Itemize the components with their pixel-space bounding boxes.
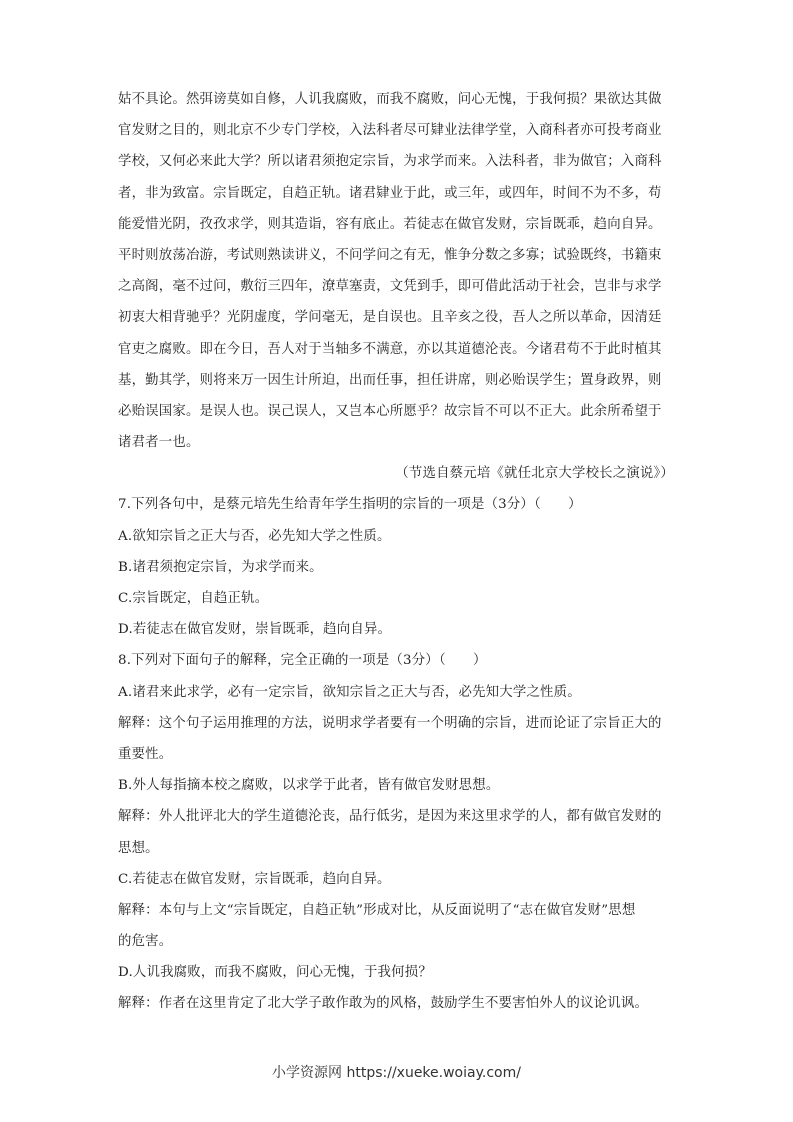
question-line: C.若徒志在做官发财，宗旨既乖，趋向自异。 — [118, 871, 391, 887]
passage-line: 必贻误国家。是误人也。误己误人，又岂本心所愿乎？故宗旨不可以不正大。此余所希望于 — [118, 403, 662, 419]
passage-line: 之高阁，毫不过问，敷衍三四年，潦草塞责，文凭到手，即可借此活动于社会，岂非与求学 — [118, 279, 662, 295]
passage-line: 平时则放荡冶游，考试则熟读讲义，不问学问之有无，惟争分数之多寡；试验既终，书籍束 — [118, 247, 662, 263]
question-line: A.诸君来此求学，必有一定宗旨，欲知宗旨之正大与否，必先知大学之性质。 — [118, 684, 581, 700]
question-line: 解释：作者在这里肯定了北大学子敢作敢为的风格，鼓励学生不要害怕外人的议论讥讽。 — [118, 996, 649, 1012]
question-line: B.外人每指摘本校之腐败，以求学于此者，皆有做官发财思想。 — [118, 778, 500, 794]
question-line: 思想。 — [118, 840, 159, 856]
question-line: D.人讥我腐败，而我不腐败，问心无愧，于我何损？ — [118, 965, 432, 981]
question-line: 解释：这个句子运用推理的方法，说明求学者要有一个明确的宗旨，进而论证了宗旨正大的 — [118, 715, 662, 731]
question-line: D.若徒志在做官发财，崇旨既乖，趋向自异。 — [118, 622, 392, 638]
passage-line: 官发财之目的，则北京不少专门学校，入法科者尽可肄业法律学堂，入商科者亦可投考商业 — [118, 123, 662, 139]
passage-line: 官吏之腐败。即在今日，吾人对于当轴多不满意，亦以其道德沦丧。今诸君苟不于此时植其 — [118, 341, 662, 357]
question-line: 8.下列对下面句子的解释，完全正确的一项是（3分）（ ） — [118, 653, 487, 669]
footer-watermark: 小学资源网 https://xueke.woiay.com/ — [272, 1065, 521, 1081]
question-line: 解释：本句与上文“宗旨既定，自趋正轨”形成对比，从反面说明了“志在做官发财”思想 — [118, 902, 636, 918]
passage-line: 学校，又何必来此大学？所以诸君须抱定宗旨，为求学而来。入法科者，非为做官；入商科 — [118, 154, 662, 170]
passage-line: 姑不具论。然弭谤莫如自修，人讥我腐败，而我不腐败，问心无愧，于我何损？果欲达其做 — [118, 92, 662, 107]
passage-line: 诸君者一也。 — [118, 435, 200, 451]
passage-line: 能爱惜光阴，孜孜求学，则其造诣，容有底止。若徒志在做官发财，宗旨既乖，趋向自异。 — [118, 216, 662, 232]
question-line: A.欲知宗旨之正大与否，必先知大学之性质。 — [118, 528, 391, 544]
document-body — [118, 84, 678, 1020]
passage-line: 初衷大相背驰乎？光阴虚度，学问毫无，是自误也。且辛亥之役，吾人之所以革命，因清廷 — [118, 310, 662, 326]
passage-line: 者，非为致富。宗旨既定，自趋正轨。诸君肄业于此，或三年，或四年，时间不为不多，苟 — [118, 185, 662, 201]
question-line: 解释：外人批评北大的学生道德沦丧，品行低劣，是因为来这里求学的人，都有做官发财的 — [118, 809, 662, 825]
question-line: C.宗旨既定，自趋正轨。 — [118, 591, 269, 606]
questions — [118, 489, 678, 1019]
question-line: 7.下列各句中，是蔡元培先生给青年学生指明的宗旨的一项是（3分）（ ） — [118, 497, 582, 513]
passage — [118, 84, 678, 458]
question-line: 重要性。 — [118, 746, 173, 762]
question-line: 的危害。 — [118, 934, 173, 950]
passage-line: 基，勤其学，则将来万一因生计所迫，出而任事，担任讲席，则必贻误学生；置身政界，则 — [118, 372, 662, 388]
citation: （节选自蔡元培《就任北京大学校长之演说》） — [395, 466, 674, 482]
question-line: B.诸君须抱定宗旨，为求学而来。 — [118, 559, 323, 575]
